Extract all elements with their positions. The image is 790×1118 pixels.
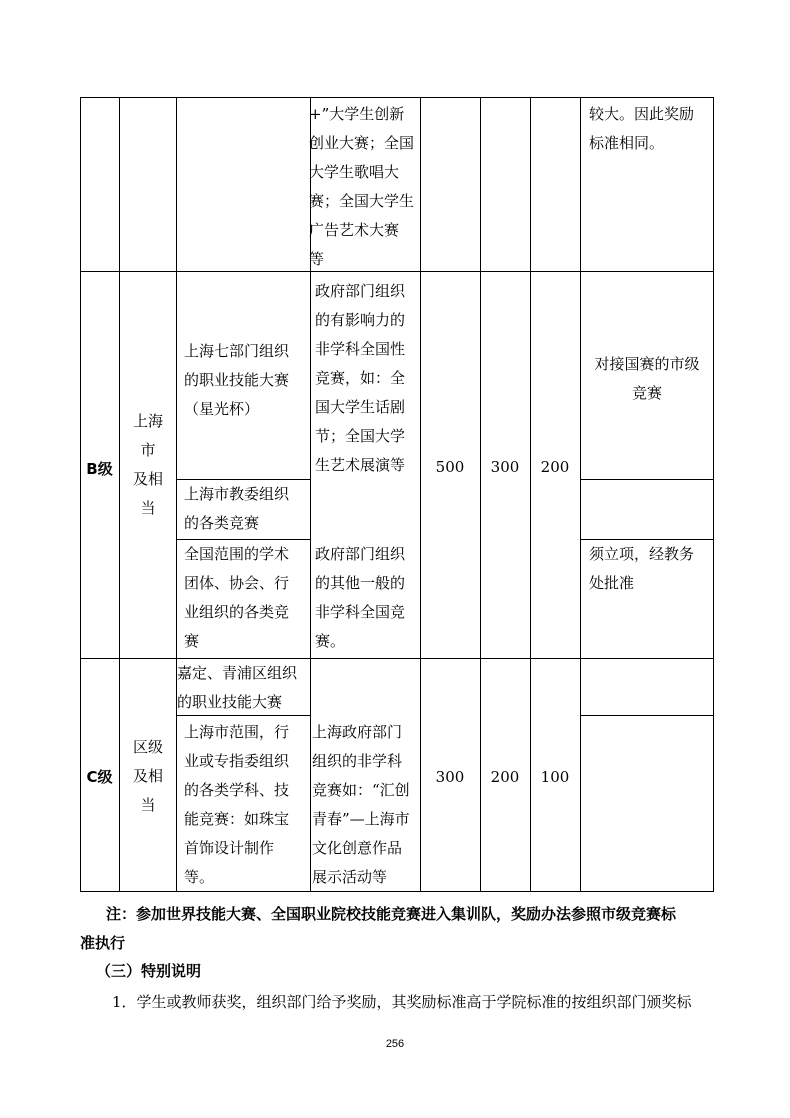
table-row-divider	[580, 479, 714, 480]
level-c-scope: 区级 及相 当	[132, 738, 163, 814]
reward-table	[80, 97, 714, 892]
level-c-description-2: 上海政府部门 组织的非学科 竞赛如：“汇创 青春”—上海市 文化创意作品 展示活动等	[312, 723, 410, 886]
level-b-reward-2: 300	[490, 458, 520, 476]
section-heading: （三）特别说明	[96, 962, 202, 980]
level-b-reward-3: 200	[540, 458, 570, 476]
level-c-competition-1: 嘉定、青浦区组织 的职业技能大赛	[177, 664, 298, 711]
level-b-description-3: 政府部门组织 的其他一般的 非学科全国竞 赛。	[315, 545, 406, 650]
table-col-divider	[176, 97, 177, 892]
level-b-remark-1: 对接国赛的市级 竞赛	[594, 355, 700, 402]
level-c-label: C级	[86, 768, 113, 786]
level-c-reward-1: 300	[435, 768, 465, 786]
table-col-divider	[580, 97, 581, 892]
level-c-competition-2: 上海市范围，行 业或专指委组织 的各类学科、技 能竞赛：如珠宝 首饰设计制作 等。	[184, 723, 290, 886]
table-row-divider	[580, 715, 714, 716]
row-a-remark: 较大。因此奖励 标准相同。	[589, 105, 695, 152]
level-b-scope: 上海 市 及相 当	[132, 412, 163, 517]
paragraph-1: 1．学生或教师获奖，组织部门给予奖励，其奖励标准高于学院标准的按组织部门颁奖标	[112, 993, 692, 1011]
footnote-line-1: 注：参加世界技能大赛、全国职业院校技能竞赛进入集训队，奖励办法参照市级竞赛标	[106, 905, 677, 923]
level-b-description-1: 政府部门组织 的有影响力的 非学科全国性 竞赛，如：全 国大学生话剧 节；全国大学 生艺术展演等	[315, 282, 406, 474]
level-b-competition-3: 全国范围的学术 团体、协会、行 业组织的各类竞 赛	[184, 545, 290, 650]
footnote-line-2: 准执行	[80, 934, 126, 952]
level-b-reward-1: 500	[435, 458, 465, 476]
level-c-reward-2: 200	[490, 768, 520, 786]
level-b-competition-2: 上海市教委组织 的各类竞赛	[184, 485, 290, 532]
level-b-label: B级	[86, 460, 113, 478]
table-border-right	[713, 97, 714, 892]
level-b-competition-1: 上海七部门组织 的职业技能大赛 （星光杯）	[184, 342, 290, 418]
row-a-competition-examples: +”大学生创新 创业大赛；全国 大学生歌唱大 赛；全国大学生 广告艺术大赛 等	[309, 105, 415, 268]
level-c-reward-3: 100	[540, 768, 570, 786]
level-b-remark-3: 须立项，经教务 处批准	[589, 545, 695, 592]
page-number: 256	[385, 1038, 405, 1050]
